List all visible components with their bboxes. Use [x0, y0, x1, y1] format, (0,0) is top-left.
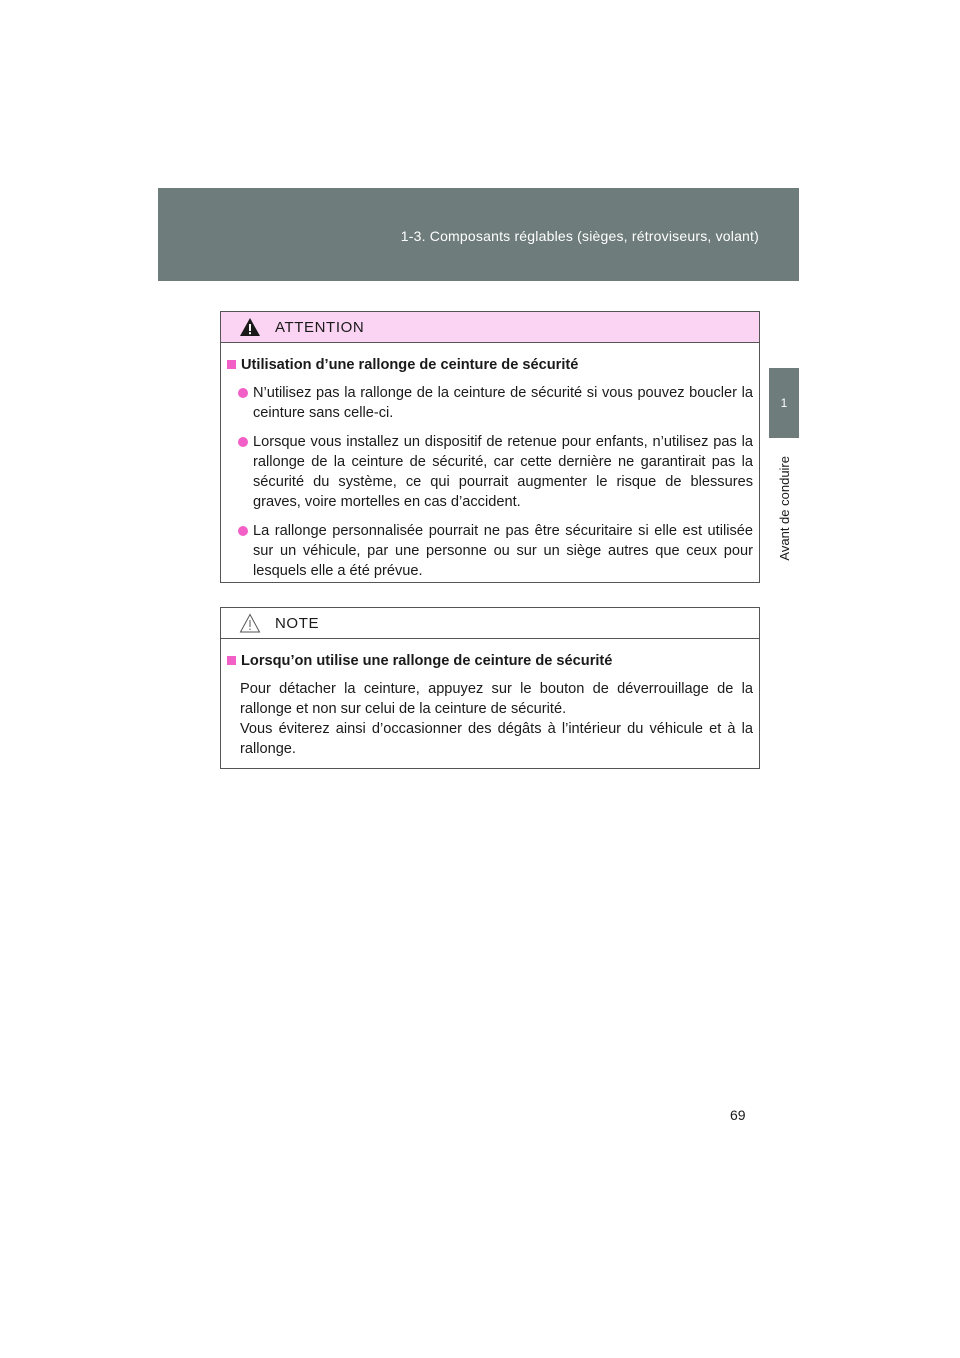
caution-triangle-outline-icon	[239, 613, 261, 633]
chapter-label: Avant de conduire	[776, 455, 792, 561]
chapter-tab	[769, 368, 799, 438]
round-bullet-icon	[238, 526, 248, 536]
note-paragraph: Vous éviterez ainsi d’occasionner des dégâts à l’intérieur du véhicule et à la rallonge.	[240, 721, 753, 757]
attention-label: ATTENTION	[275, 318, 365, 336]
attention-box	[220, 311, 760, 583]
chapter-label-container	[769, 448, 799, 568]
list-item	[227, 432, 753, 512]
page-number: 69	[730, 1107, 746, 1123]
square-bullet-icon	[227, 656, 236, 665]
note-section-title-text: Lorsqu’on utilise une rallonge de ceinture de sécurité	[241, 653, 613, 669]
attention-body	[221, 343, 759, 581]
square-bullet-icon	[227, 360, 236, 369]
note-header	[221, 608, 759, 639]
round-bullet-icon	[238, 437, 248, 447]
round-bullet-icon	[238, 388, 248, 398]
note-box	[220, 607, 760, 769]
note-paragraph: Pour détacher la ceinture, appuyez sur le bouton de déverrouillage de la rallonge et non sur celui de la ceinture de sécurité.	[240, 681, 753, 717]
list-item-text: La rallonge personnalisée pourrait ne pas être sécuritaire si elle est utilisée sur un véhicule, par une personne ou sur un siège autres que ceux pour lesquels elle a été prévue.	[253, 523, 753, 579]
chapter-number: 1	[780, 396, 788, 410]
note-text	[240, 679, 753, 759]
list-item-text: Lorsque vous installez un dispositif de retenue pour enfants, n’utilisez pas la rallonge de la ceinture de sécurité, car cette dernière ne garantirait pas la sécurité du système, ce qui pourrait augmenter le risque de blessures graves, voire mortelles en cas d’accident.	[253, 434, 753, 510]
attention-header	[221, 312, 759, 343]
list-item	[227, 521, 753, 581]
list-item-text: N’utilisez pas la rallonge de la ceinture de sécurité si vous pouvez boucler la ceinture sans celle-ci.	[253, 385, 753, 421]
list-item	[227, 383, 753, 423]
attention-section-title	[227, 355, 753, 375]
header-band	[158, 188, 799, 281]
attention-section-title-text: Utilisation d’une rallonge de ceinture de sécurité	[241, 357, 579, 373]
note-section-title	[227, 651, 753, 671]
section-header-title: 1-3. Composants réglables (sièges, rétroviseurs, volant)	[400, 228, 759, 244]
warning-triangle-icon	[239, 317, 261, 337]
note-body	[221, 639, 759, 759]
note-label: NOTE	[275, 614, 320, 632]
